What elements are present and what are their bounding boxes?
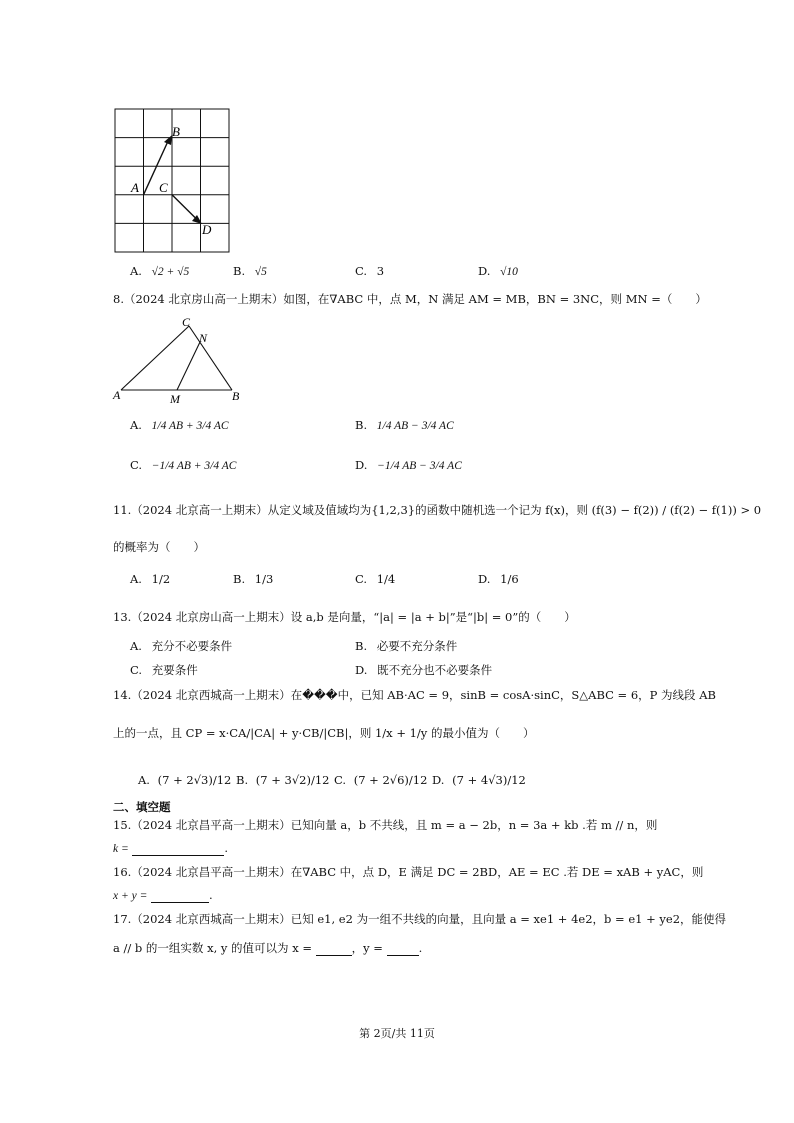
q17-blank-x[interactable] [316, 941, 352, 956]
arrow-head-ab [164, 135, 172, 145]
q11-stem-2: 的概率为（ ） [113, 540, 205, 554]
q15-answer-line: k = . [113, 841, 229, 855]
q14-stem-2: 上的一点，且 CP = x·CA/|CA| + y·CB/|CB|，则 1/x + 1/y 的最小值为（ ） [113, 726, 535, 740]
section-title: 二、填空题 [113, 800, 171, 814]
q11-stem: 11.（2024 北京高一上期末）从定义域及值域均为{1,2,3}的函数中随机选一个记为 f(x)，则 (f(3) − f(2)) / (f(2) − f(1)) > 0 [113, 503, 762, 517]
q14-option-a[interactable]: A. (7 + 2√3)/12 [138, 773, 232, 787]
q7-option-b[interactable]: B. √5 [233, 264, 267, 278]
q11-option-d[interactable]: D. 1/6 [478, 572, 519, 586]
q17-stem: 17.（2024 北京西城高一上期末）已知 e1, e2 为一组不共线的向量，且向量 a = xe1 + 4e2，b = e1 + ye2，能使得 [113, 912, 727, 926]
q14-option-b[interactable]: B. (7 + 3√2)/12 [236, 773, 330, 787]
q13-option-d[interactable]: D. 既不充分也不必要条件 [355, 663, 493, 677]
q16-answer-line: x + y = . [113, 888, 213, 902]
q16-blank[interactable] [151, 888, 209, 903]
q7-option-d[interactable]: D. √10 [478, 264, 518, 278]
label-a: A [131, 180, 139, 195]
q15-stem: 15.（2024 北京昌平高一上期末）已知向量 a，b 不共线，且 m = a − 2b，n = 3a + kb .若 m // n，则 [113, 818, 658, 832]
q8-option-c[interactable]: C. −1/4 AB + 3/4 AC [130, 458, 237, 472]
tri-label-n: N [199, 331, 208, 345]
tri-label-c: C [182, 315, 191, 329]
q14-option-d[interactable]: D. (7 + 4√3)/12 [432, 773, 526, 787]
q7-option-c[interactable]: C. 3 [355, 264, 385, 278]
label-c: C [159, 180, 168, 195]
q14-stem: 14.（2024 北京西城高一上期末）在���中，已知 AB·AC = 9，sinB = cosA·sinC，S△ABC = 6，P 为线段 AB [113, 688, 716, 702]
q8-stem: 8.（2024 北京房山高一上期末）如图，在∇ABC 中，点 M，N 满足 AM = MB，BN = 3NC，则 MN =（ ） [113, 292, 707, 306]
q15-blank[interactable] [132, 841, 224, 856]
q13-option-b[interactable]: B. 必要不充分条件 [355, 639, 458, 653]
grid-figure [110, 106, 234, 256]
q8-option-b[interactable]: B. 1/4 AB − 3/4 AC [355, 418, 454, 432]
q14-option-c[interactable]: C. (7 + 2√6)/12 [334, 773, 428, 787]
q16-stem: 16.（2024 北京昌平高一上期末）在∇ABC 中，点 D，E 满足 DC = 2BD，AE = EC .若 DE = xAB + yAC，则 [113, 865, 704, 879]
tri-label-a: A [113, 388, 121, 402]
q8-option-d[interactable]: D. −1/4 AB − 3/4 AC [355, 458, 462, 472]
q11-option-c[interactable]: C. 1/4 [355, 572, 396, 586]
tri-label-b: B [232, 389, 240, 403]
q11-option-a[interactable]: A. 1/2 [130, 572, 171, 586]
tri-label-m: M [170, 392, 180, 404]
q13-option-a[interactable]: A. 充分不必要条件 [130, 639, 233, 653]
q13-option-c[interactable]: C. 充要条件 [130, 663, 198, 677]
label-b: B [172, 124, 180, 139]
q8-option-a[interactable]: A. 1/4 AB + 3/4 AC [130, 418, 229, 432]
q17-blank-y[interactable] [387, 941, 419, 956]
q7-option-a[interactable]: A. √2 + √5 [130, 264, 190, 278]
q17-answer-line: a // b 的一组实数 x, y 的值可以为 x = ，y = . [113, 941, 423, 955]
triangle-figure [110, 312, 250, 404]
page-number: 第 2页/共 11页 [359, 1027, 435, 1040]
label-d: D [202, 222, 212, 237]
q11-option-b[interactable]: B. 1/3 [233, 572, 274, 586]
q13-stem: 13.（2024 北京房山高一上期末）设 a,b 是向量，“|a| = |a + b|”是“|b| = 0”的（ ） [113, 610, 576, 624]
